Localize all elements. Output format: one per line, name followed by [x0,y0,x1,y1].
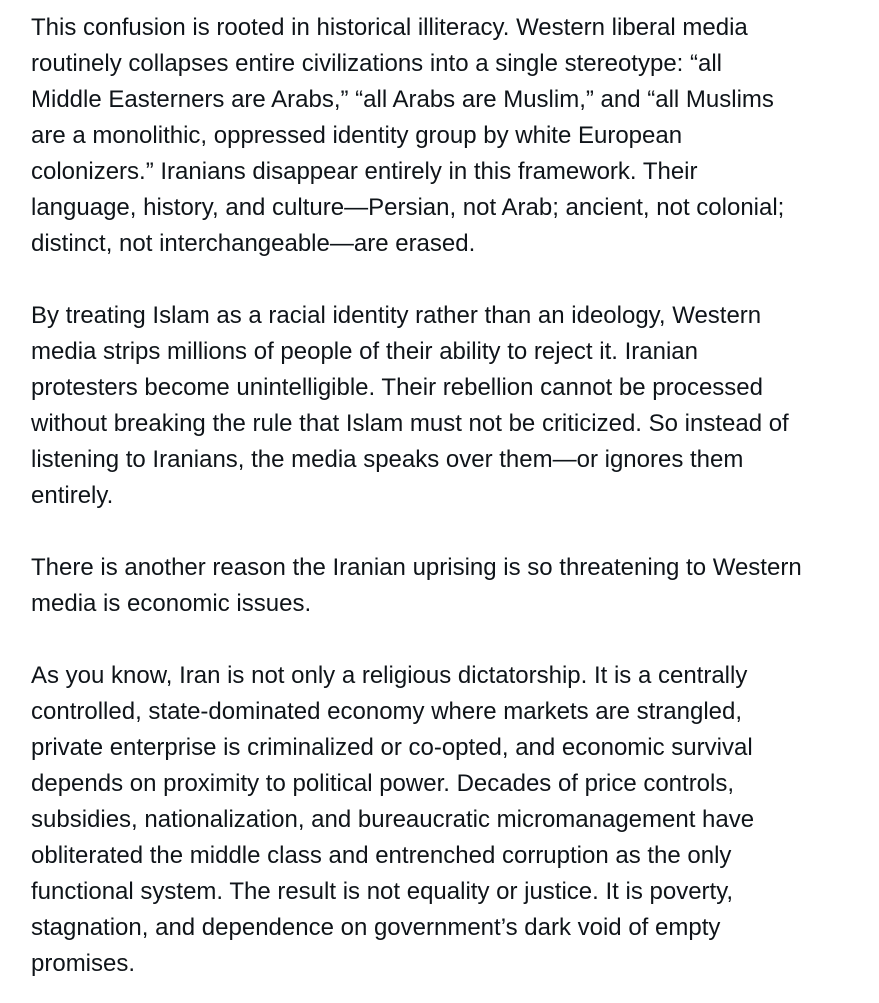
text-line: By treating Islam as a racial identity rather than an ideology, Western [31,302,762,329]
text-line: This confusion is rooted in historical illiteracy. Western liberal media [31,14,748,41]
paragraph-economic-reason [31,550,869,622]
text-line: colonizers.” Iranians disappear entirely in this framework. Their [31,158,698,185]
text-line: are a monolithic, oppressed identity group by white European [31,122,683,149]
text-line: promises. [31,950,136,977]
text-line: private enterprise is criminalized or co-opted, and economic survival [31,734,753,761]
text-line: controlled, state-dominated economy where markets are strangled, [31,698,743,725]
text-line: media strips millions of people of their ability to reject it. Iranian [31,338,698,365]
text-line: As you know, Iran is not only a religious dictatorship. It is a centrally [31,662,748,689]
text-line: depends on proximity to political power. Decades of price controls, [31,770,735,797]
text-line: obliterated the middle class and entrenched corruption as the only [31,842,732,869]
text-line: routinely collapses entire civilizations into a single stereotype: “all [31,50,723,77]
text-line: Middle Easterners are Arabs,” “all Arabs are Muslim,” and “all Muslims [31,86,774,113]
text-line: protesters become unintelligible. Their rebellion cannot be processed [31,374,763,401]
text-line: language, history, and culture—Persian, not Arab; ancient, not colonial; [31,194,785,221]
paragraph-islam-identity [31,298,869,514]
text-line: stagnation, and dependence on government’s dark void of empty [31,914,721,941]
text-line: There is another reason the Iranian uprising is so threatening to Western [31,554,802,581]
text-line: functional system. The result is not equality or justice. It is poverty, [31,878,734,905]
text-line: distinct, not interchangeable—are erased. [31,230,476,257]
text-line: listening to Iranians, the media speaks over them—or ignores them [31,446,744,473]
text-line: media is economic issues. [31,590,312,617]
text-line: without breaking the rule that Islam must not be criticized. So instead of [31,410,789,437]
paragraph-iran-economy [31,658,869,982]
text-line: subsidies, nationalization, and bureaucratic micromanagement have [31,806,755,833]
text-line: entirely. [31,482,114,509]
paragraph-historical-illiteracy [31,10,869,262]
